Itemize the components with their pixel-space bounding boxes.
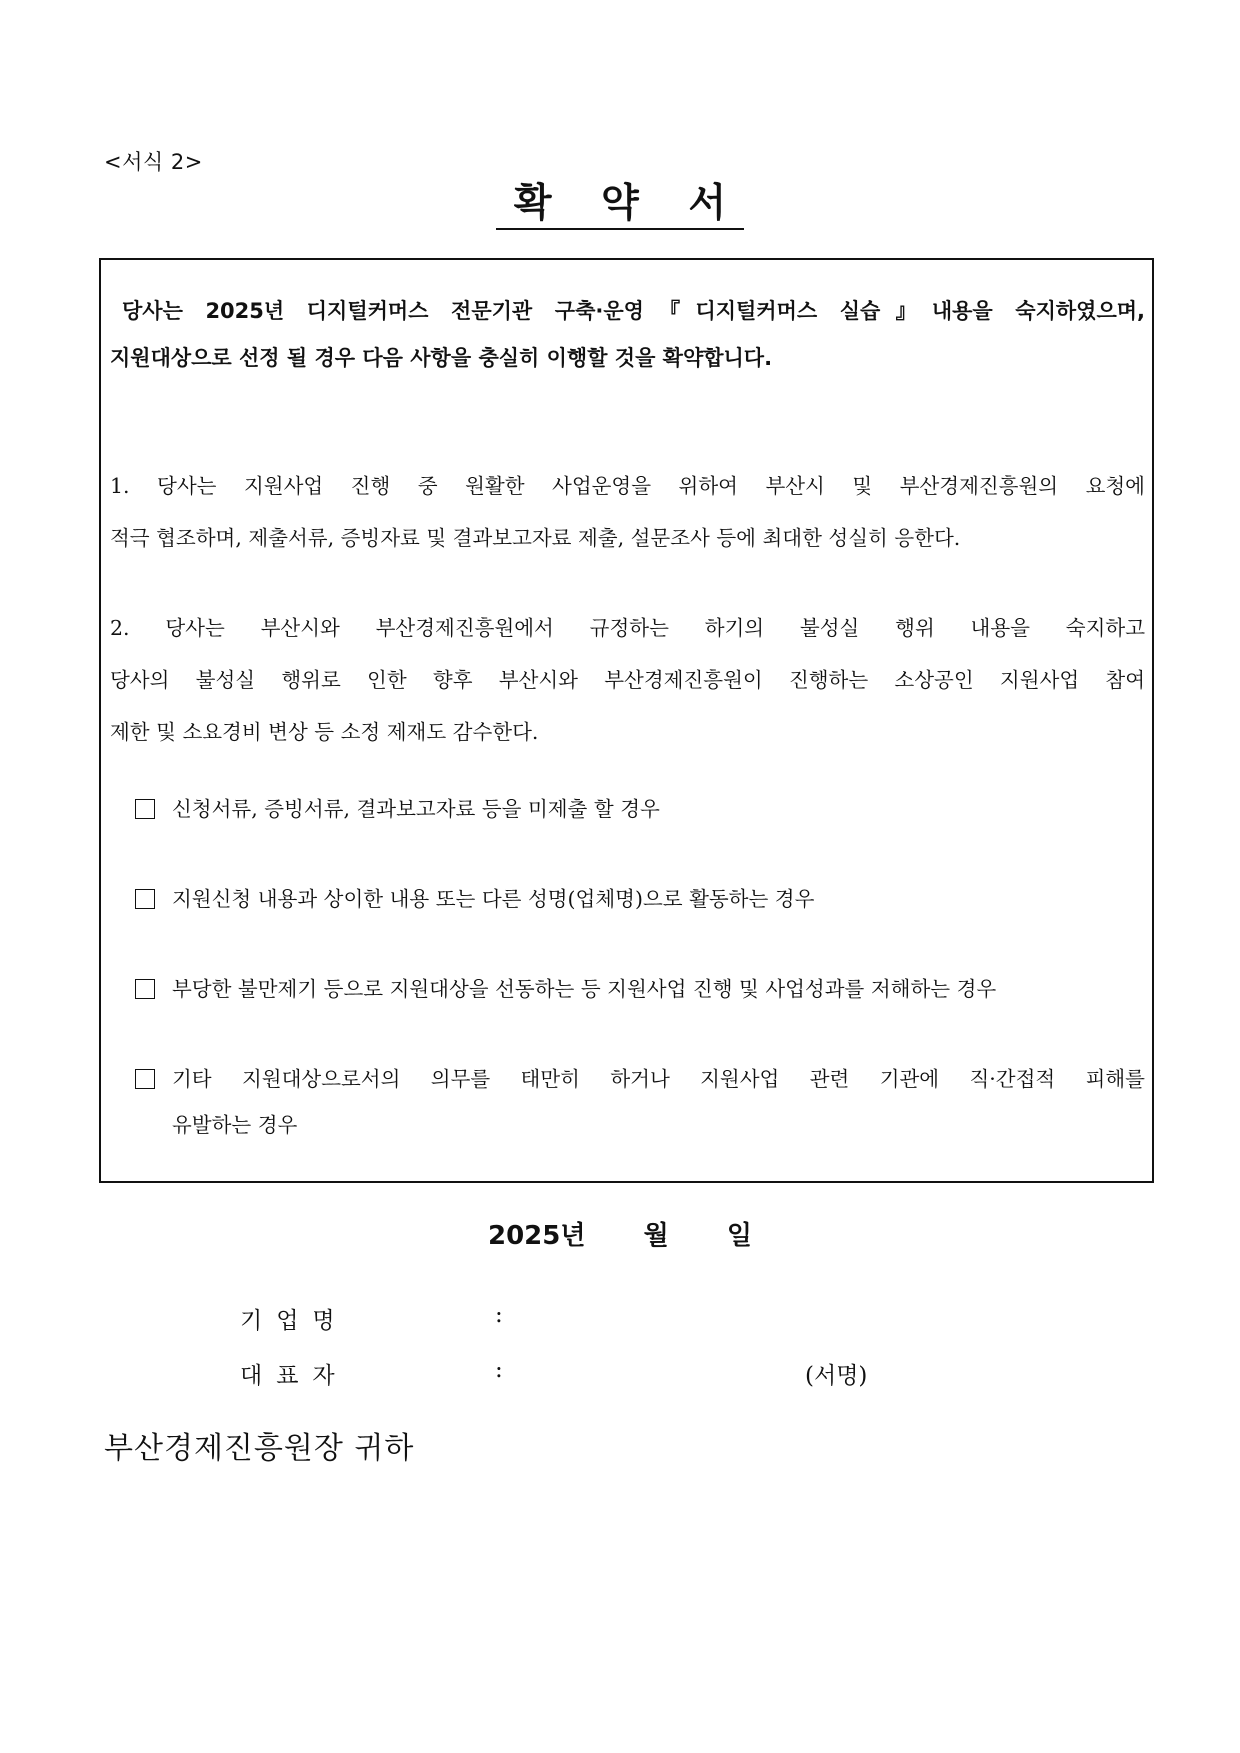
clause-2-line-2: 당사의 불성실 행위로 인한 향후 부산시와 부산경제진흥원이 진행하는 소상공인 지원사업 참여 bbox=[110, 668, 1145, 692]
checkbox-icon[interactable] bbox=[135, 799, 155, 819]
clause-1 bbox=[110, 460, 1145, 564]
intro-line-2: 지원대상으로 선정 될 경우 다음 사항을 충실히 이행할 것을 확약합니다. bbox=[110, 346, 773, 370]
clause-2 bbox=[110, 602, 1145, 758]
clause-2-line-1: 2. 당사는 부산시와 부산경제진흥원에서 규정하는 하기의 불성실 행위 내용을 숙지하고 bbox=[110, 616, 1145, 640]
form-number-label: <서식 2> bbox=[104, 150, 203, 174]
checklist-item-3-text: 부당한 불만제기 등으로 지원대상을 선동하는 등 지원사업 진행 및 사업성과를 저해하는 경우 bbox=[172, 977, 997, 1001]
representative-row bbox=[240, 1357, 940, 1397]
checklist-item-4-line-1: 기타 지원대상으로서의 의무를 태만히 하거나 지원사업 관련 기관에 직·간접적 피해를 bbox=[172, 1067, 1145, 1091]
company-name-label: 기업명 bbox=[240, 1308, 349, 1334]
company-name-row bbox=[240, 1302, 940, 1342]
checkbox-icon[interactable] bbox=[135, 889, 155, 909]
intro-statement bbox=[110, 288, 1145, 382]
company-name-colon: : bbox=[495, 1302, 503, 1328]
intro-line-1: 당사는 2025년 디지털커머스 전문기관 구축·운영『디지털커머스 실습』내용을 숙지하였으며, bbox=[122, 299, 1145, 323]
recipient-line: 부산경제진흥원장 귀하 bbox=[104, 1431, 415, 1466]
date-line bbox=[0, 1215, 1240, 1252]
checklist-item-4-line-2: 유발하는 경우 bbox=[172, 1113, 298, 1137]
document-title: 확 약 서 bbox=[496, 180, 744, 230]
checklist-item-1-text: 신청서류, 증빙서류, 결과보고자료 등을 미제출 할 경우 bbox=[172, 797, 660, 821]
clause-1-line-2: 적극 협조하며, 제출서류, 증빙자료 및 결과보고자료 제출, 설문조사 등에 최대한 성실히 응한다. bbox=[110, 526, 961, 550]
signature-label: (서명) bbox=[805, 1363, 868, 1389]
checkbox-icon[interactable] bbox=[135, 979, 155, 999]
date-month: 월 bbox=[643, 1221, 669, 1251]
clause-2-line-3: 제한 및 소요경비 변상 등 소정 제재도 감수한다. bbox=[110, 720, 539, 744]
clause-1-line-1: 1. 당사는 지원사업 진행 중 원활한 사업운영을 위하여 부산시 및 부산경제진흥원의 요청에 bbox=[110, 474, 1145, 498]
checkbox-icon[interactable] bbox=[135, 1069, 155, 1089]
date-year: 2025년 bbox=[488, 1221, 586, 1251]
representative-label: 대표자 bbox=[240, 1363, 349, 1389]
date-day: 일 bbox=[726, 1221, 752, 1251]
document-title-wrap bbox=[0, 180, 1240, 230]
checklist-item-2-text: 지원신청 내용과 상이한 내용 또는 다른 성명(업체명)으로 활동하는 경우 bbox=[172, 887, 815, 911]
representative-colon: : bbox=[495, 1357, 503, 1383]
